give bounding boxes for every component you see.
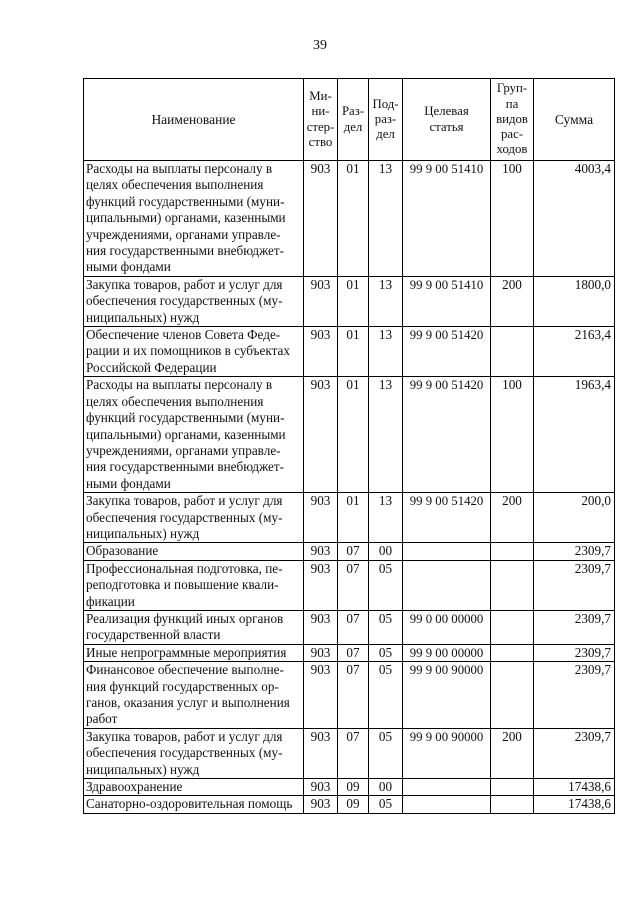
cell-group	[491, 610, 534, 644]
table-row	[84, 728, 615, 778]
cell-sum: 2163,4	[534, 327, 615, 377]
cell-target: 99 0 00 00000	[403, 610, 491, 644]
cell-subsection: 05	[369, 728, 403, 778]
cell-sum: 1963,4	[534, 377, 615, 493]
cell-target	[403, 796, 491, 813]
table-row	[84, 276, 615, 326]
cell-sum: 17438,6	[534, 779, 615, 796]
cell-name: Закупка товаров, работ и услуг для обеспечения государственных (му- ниципальных) нужд	[84, 276, 304, 326]
cell-group: 200	[491, 276, 534, 326]
cell-section: 09	[338, 779, 369, 796]
cell-target: 99 9 00 51420	[403, 327, 491, 377]
cell-group	[491, 327, 534, 377]
table-header-row	[84, 79, 615, 161]
cell-ministry: 903	[304, 493, 338, 543]
cell-group	[491, 779, 534, 796]
cell-section: 07	[338, 644, 369, 661]
cell-name: Санаторно-оздоровительная помощь	[84, 796, 304, 813]
cell-target: 99 9 00 51410	[403, 276, 491, 326]
cell-group	[491, 560, 534, 610]
cell-ministry: 903	[304, 796, 338, 813]
cell-section: 01	[338, 327, 369, 377]
header-name: Наименование	[84, 79, 304, 161]
cell-sum: 2309,7	[534, 644, 615, 661]
cell-subsection: 05	[369, 644, 403, 661]
page-number: 39	[313, 38, 327, 53]
cell-sum: 1800,0	[534, 276, 615, 326]
cell-group	[491, 543, 534, 560]
table-row	[84, 327, 615, 377]
cell-subsection: 00	[369, 543, 403, 560]
cell-section: 01	[338, 161, 369, 277]
cell-target: 99 9 00 51420	[403, 377, 491, 493]
cell-ministry: 903	[304, 779, 338, 796]
cell-target: 99 9 00 90000	[403, 662, 491, 729]
header-subsection: Под- раз- дел	[369, 79, 403, 161]
cell-section: 07	[338, 610, 369, 644]
cell-section: 01	[338, 493, 369, 543]
table-row	[84, 610, 615, 644]
cell-sum: 2309,7	[534, 662, 615, 729]
cell-name: Реализация функций иных органов государственной власти	[84, 610, 304, 644]
cell-subsection: 05	[369, 610, 403, 644]
table-row	[84, 779, 615, 796]
cell-ministry: 903	[304, 610, 338, 644]
cell-section: 01	[338, 276, 369, 326]
cell-group	[491, 644, 534, 661]
cell-group: 100	[491, 377, 534, 493]
budget-table	[83, 78, 615, 814]
cell-target: 99 9 00 90000	[403, 728, 491, 778]
cell-target: 99 9 00 51410	[403, 161, 491, 277]
table-row	[84, 377, 615, 493]
cell-ministry: 903	[304, 327, 338, 377]
cell-target: 99 9 00 51420	[403, 493, 491, 543]
cell-group	[491, 662, 534, 729]
cell-name: Финансовое обеспечение выполне- ния функций государственных ор- ганов, оказания услуг и выполнения работ	[84, 662, 304, 729]
cell-ministry: 903	[304, 377, 338, 493]
table-row	[84, 644, 615, 661]
cell-sum: 4003,4	[534, 161, 615, 277]
cell-subsection: 05	[369, 560, 403, 610]
cell-target	[403, 560, 491, 610]
table-row	[84, 662, 615, 729]
cell-name: Расходы на выплаты персоналу в целях обеспечения выполнения функций государственными (муни- ципальными) органами, казенными учреждениями, органами управле- ния государственными внебюджет- ными фондами	[84, 161, 304, 277]
cell-target	[403, 779, 491, 796]
cell-target: 99 9 00 00000	[403, 644, 491, 661]
cell-subsection: 00	[369, 779, 403, 796]
table-row	[84, 161, 615, 277]
header-ministry: Ми- ни- стер- ство	[304, 79, 338, 161]
cell-ministry: 903	[304, 728, 338, 778]
cell-sum: 2309,7	[534, 543, 615, 560]
cell-subsection: 13	[369, 377, 403, 493]
cell-name: Обеспечение членов Совета Феде- рации и их помощников в субъектах Российской Федерации	[84, 327, 304, 377]
cell-section: 01	[338, 377, 369, 493]
header-group: Груп- па видов рас- ходов	[491, 79, 534, 161]
cell-group: 200	[491, 728, 534, 778]
cell-ministry: 903	[304, 662, 338, 729]
cell-section: 07	[338, 662, 369, 729]
cell-name: Закупка товаров, работ и услуг для обеспечения государственных (му- ниципальных) нужд	[84, 728, 304, 778]
cell-name: Закупка товаров, работ и услуг для обеспечения государственных (му- ниципальных) нужд	[84, 493, 304, 543]
cell-section: 07	[338, 560, 369, 610]
cell-name: Расходы на выплаты персоналу в целях обеспечения выполнения функций государственными (муни- ципальными) органами, казенными учреждениями, органами управле- ния государственными внебюджет- ными фондами	[84, 377, 304, 493]
cell-section: 09	[338, 796, 369, 813]
cell-sum: 2309,7	[534, 728, 615, 778]
table-row	[84, 493, 615, 543]
cell-ministry: 903	[304, 276, 338, 326]
cell-name: Профессиональная подготовка, пе- реподготовка и повышение квали- фикации	[84, 560, 304, 610]
cell-sum: 2309,7	[534, 610, 615, 644]
cell-ministry: 903	[304, 644, 338, 661]
cell-group	[491, 796, 534, 813]
cell-sum: 17438,6	[534, 796, 615, 813]
cell-sum: 2309,7	[534, 560, 615, 610]
cell-section: 07	[338, 543, 369, 560]
header-sum: Сумма	[534, 79, 615, 161]
header-target: Целевая статья	[403, 79, 491, 161]
cell-subsection: 13	[369, 327, 403, 377]
header-section: Раз- дел	[338, 79, 369, 161]
cell-group: 200	[491, 493, 534, 543]
cell-subsection: 13	[369, 161, 403, 277]
cell-name: Образование	[84, 543, 304, 560]
cell-sum: 200,0	[534, 493, 615, 543]
cell-ministry: 903	[304, 161, 338, 277]
cell-target	[403, 543, 491, 560]
cell-group: 100	[491, 161, 534, 277]
cell-subsection: 13	[369, 493, 403, 543]
cell-name: Здравоохранение	[84, 779, 304, 796]
table-row	[84, 543, 615, 560]
cell-ministry: 903	[304, 560, 338, 610]
cell-section: 07	[338, 728, 369, 778]
cell-subsection: 13	[369, 276, 403, 326]
cell-name: Иные непрограммные мероприятия	[84, 644, 304, 661]
table-row	[84, 560, 615, 610]
cell-ministry: 903	[304, 543, 338, 560]
table-row	[84, 796, 615, 813]
cell-subsection: 05	[369, 796, 403, 813]
cell-subsection: 05	[369, 662, 403, 729]
